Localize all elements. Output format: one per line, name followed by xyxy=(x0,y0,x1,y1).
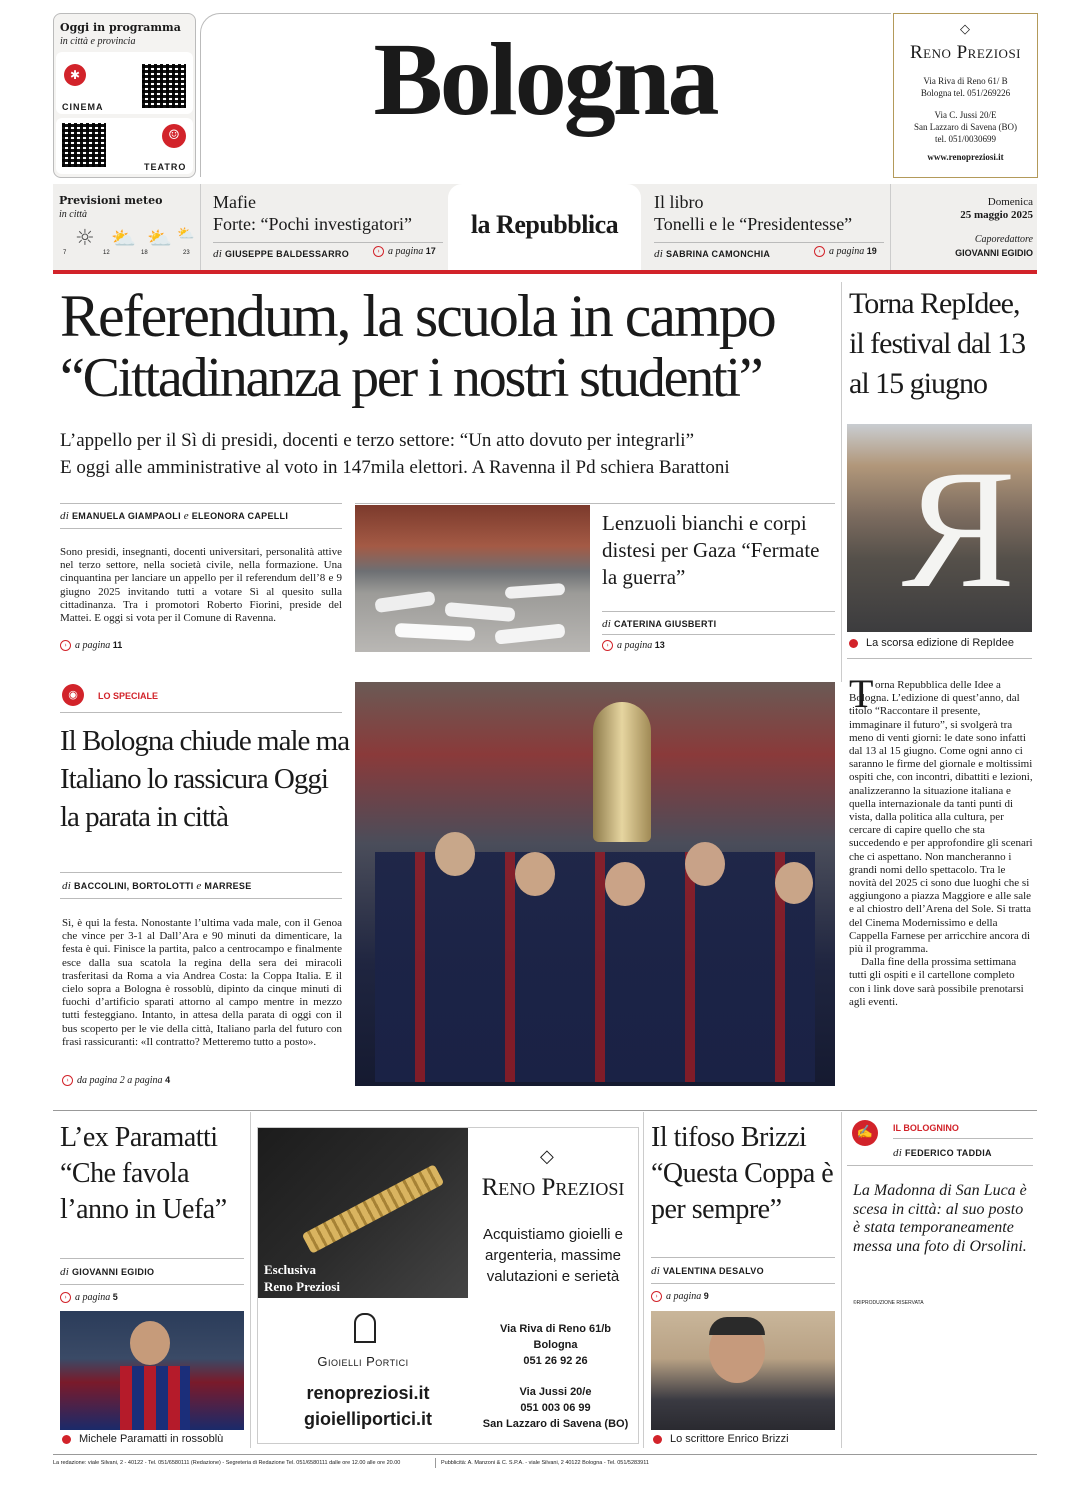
programma-title: Oggi in programma xyxy=(60,21,181,34)
bolognino-rights: ©RIPRODUZIONE RISERVATA xyxy=(853,1300,924,1306)
teatro-icon: ☺ xyxy=(162,124,186,148)
trophy xyxy=(593,702,651,842)
repidee-title[interactable]: Torna RepIdee, il festival dal 13 al 15 giugno xyxy=(849,287,1026,400)
bottom-ad[interactable] xyxy=(257,1127,639,1444)
date-role: Caporedattore xyxy=(974,234,1033,245)
meteo-hour: 18 xyxy=(141,250,148,256)
teaser-mafie-title: Forte: “Pochi investigatori” xyxy=(213,214,412,234)
paramatti-title[interactable]: L’ex Paramatti “Che favola l’anno in Uefa” xyxy=(60,1122,227,1225)
footer-redazione: La redazione: viale Silvani, 2 - 40122 - Tel. 051/6580111 (Redazione) - Segreteria di Redazione Tel. 051/6580111 dalle ore 12.00 alle ore 20.00 xyxy=(53,1460,401,1466)
programma-box xyxy=(53,13,196,178)
meteo-box xyxy=(53,184,196,270)
bottom-ad-brand: Reno Preziosi xyxy=(481,1174,625,1201)
speciale-page[interactable]: › da pagina 2 a pagina 4 xyxy=(62,1075,170,1086)
gaza-byline: di CATERINA GIUSBERTI xyxy=(602,618,717,630)
lead-sub-1: L’appello per il Sì di presidi, docenti e terzo settore: “Un atto dovuto per integrarli” xyxy=(60,430,695,451)
cloud-sun-icon: ⛅ xyxy=(177,226,195,242)
masthead-title: Bologna xyxy=(373,22,717,137)
lead-page[interactable]: › a pagina 11 xyxy=(60,640,122,651)
teatro-card[interactable] xyxy=(56,118,193,174)
top-ad-addr4: San Lazzaro di Savena (BO) xyxy=(914,122,1017,132)
teaser-libro-title: Tonelli e le “Presidentesse” xyxy=(654,214,853,234)
paramatti-byline: di GIOVANNI EGIDIO xyxy=(60,1266,155,1278)
gaza-protest-photo xyxy=(355,505,590,652)
bottom-ad-addr2-c: San Lazzaro di Savena (BO) xyxy=(482,1418,629,1430)
gaza-title[interactable]: Lenzuoli bianchi e corpi distesi per Gaza “Fermate la guerra” xyxy=(602,511,820,589)
teaser-libro-byline: di SABRINA CAMONCHIA xyxy=(654,248,771,260)
lead-headline-1[interactable]: Referendum, la scuola in campo xyxy=(60,283,775,349)
teatro-label: TEATRO xyxy=(144,162,187,172)
bottom-ad-brand-2: Gioielli Portici xyxy=(317,1354,409,1369)
date-day: Domenica xyxy=(987,196,1033,208)
bottom-ad-addr2-b: 051 003 06 99 xyxy=(520,1402,591,1414)
top-ad-addr2: Bologna tel. 051/269226 xyxy=(920,88,1011,98)
repidee-body: orna Repubblica delle Idee a Bologna. L’edizione di quest’anno, dal titolo “Raccontare il presente, immaginare il futuro”, si svolgerà tra meno di venti giorni: le date sono infatti dal 13 al 15 giugno. Come ogni anno ci saranno le firme del giornale e moltissimi ospiti che, con incontri, dibattiti e lezioni, analizzeranno la situazione italiana e quella internazionale da tanti punti di vista, dalla politica alla cultura, per cercare di capire quello che sta succedendo e per approfondire gli scenari che ci aspettano. Non mancheranno i grandi nomi dello spettacolo. Tra le novità del 2025 ci sono due luoghi che si aggiungono a piazza Maggiore e alle sale e al chiostro dell’Arena del Sole. Si tratta del Cinema Modernissimo e della Cappella Farnese per arricchire ancora di più il programma. Dalla fine della prossima settimana tutti gli ospiti e il cartellone completo con i link dove sarà possibile prenotarsi agli eventi. xyxy=(849,679,1033,1008)
top-ad-brand: Reno Preziosi xyxy=(909,42,1022,63)
bottom-ad-addr1-b: Bologna xyxy=(533,1339,578,1351)
cinema-icon: ✱ xyxy=(64,64,86,86)
meteo-hour: 7 xyxy=(63,250,67,256)
teaser-libro-kicker: Il libro xyxy=(654,192,704,212)
speciale-byline: di BACCOLINI, BORTOLOTTI e MARRESE xyxy=(62,880,252,892)
teaser-libro[interactable] xyxy=(648,184,886,270)
bologna-celebration-photo xyxy=(355,682,835,1086)
brizzi-byline: di VALENTINA DESALVO xyxy=(651,1265,764,1277)
bottom-ad-addr2-a: Via Jussi 20/e xyxy=(519,1386,592,1398)
repubblica-tab xyxy=(448,184,641,270)
ad-overlay-1: Esclusiva xyxy=(264,1262,317,1277)
meteo-hour: 12 xyxy=(103,250,110,256)
programma-subtitle: in città e provincia xyxy=(60,36,136,47)
lead-body: Sono presidi, insegnanti, docenti universitari, personalità attive nel terzo settore, nella società civile, nella formazione. Una cinquantina per lanciare un appello per il referendum dell’8 e 9 giugno 2025 invitando tutti a votare Sì al quesito sulla cittadinanza. Tra i promotori Roberto Fiorini, preside del Mattei. E oggi si vota per il Comune di Ravenna. xyxy=(60,546,342,625)
teaser-mafie-byline: di GIUSEPPE BALDESSARRO xyxy=(213,248,349,260)
paramatti-photo xyxy=(60,1311,244,1430)
teaser-mafie[interactable] xyxy=(207,184,445,270)
top-ad-reno-preziosi[interactable] xyxy=(893,13,1038,178)
teaser-libro-page[interactable]: › a pagina 19 xyxy=(814,246,877,257)
brizzi-photo xyxy=(651,1311,835,1430)
top-ad-addr1: Via Riva di Reno 61/ B xyxy=(923,76,1008,86)
bottom-ad-tagline: Acquistiamo gioielli e argenteria, massime valutazioni e serietà xyxy=(482,1226,624,1285)
date-editor: GIOVANNI EGIDIO xyxy=(955,248,1033,258)
meteo-title: Previsioni meteo xyxy=(59,194,163,207)
diamond-icon: ◇ xyxy=(960,22,970,37)
date-full: 25 maggio 2025 xyxy=(960,209,1033,221)
teaser-mafie-kicker: Mafie xyxy=(213,192,256,212)
bracelet-photo xyxy=(258,1128,468,1298)
cinema-label: CINEMA xyxy=(62,102,104,112)
bolognino-text: La Madonna di San Luca è scesa in città: al suo posto è stata temporaneamente messa una foto di Orsolini. xyxy=(853,1182,1027,1255)
speciale-camera-icon: ◉ xyxy=(62,684,84,706)
top-ad-addr5: tel. 051/0030699 xyxy=(935,134,996,144)
speciale-body: Sì, è qui la festa. Nonostante l’ultima vada male, con il Genoa che vince per 3-1 al Dall’Ara e 90 minuti da dimenticare, la festa è qui. Finisce la partita, palco a centrocampo e finalmente esce dalla sua scatola la regina della sera dei miracoli trasferitasi da Roma a via Andrea Costa: la Coppa Italia. E il cielo sopra a Bologna è rossoblù, dipinto da cinque minuti di fuochi d’artificio sparati attorno al campo mentre in mezzo tutti festeggiano. Intanto, in attesa della parata di oggi con il bus scoperto per le vie della città, Italiano parla del futuro con frasi rassicuranti: «Il contratto? Metteremo tutto a posto». xyxy=(62,917,342,1048)
gaza-page[interactable]: › a pagina 13 xyxy=(602,640,665,651)
bolognino-icon: ✍ xyxy=(852,1120,878,1146)
bolognino-byline: di FEDERICO TADDIA xyxy=(893,1147,992,1159)
bottom-ad-addr1-c: 051 26 92 26 xyxy=(523,1355,588,1367)
paramatti-page[interactable]: › a pagina 5 xyxy=(60,1292,118,1303)
repubblica-logo: la Repubblica xyxy=(470,210,619,239)
repidee-caption: La scorsa edizione di RepIdee xyxy=(849,637,1014,649)
brizzi-title[interactable]: Il tifoso Brizzi “Questa Coppa è per sempre” xyxy=(651,1122,834,1225)
paramatti-caption: Michele Paramatti in rossoblù xyxy=(62,1433,223,1445)
diamond-icon: ◇ xyxy=(540,1146,554,1167)
cinema-card[interactable] xyxy=(56,52,193,114)
footer-pubblicita: Pubblicità: A. Manzoni & C. S.P.A. - viale Silvani, 2 40122 Bologna - Tel. 051/5283911 xyxy=(441,1460,649,1466)
bottom-ad-addr1-a: Via Riva di Reno 61/b xyxy=(499,1323,612,1335)
speciale-label: LO SPECIALE xyxy=(98,691,159,701)
top-ad-url[interactable]: www.renopreziosi.it xyxy=(927,152,1004,162)
meteo-forecast xyxy=(63,224,193,258)
lead-sub-2: E oggi alle amministrative al voto in 147mila elettori. A Ravenna il Pd schiera Barattoni xyxy=(60,457,730,478)
lead-headline-2[interactable]: “Cittadinanza per i nostri studenti” xyxy=(60,347,762,409)
brizzi-page[interactable]: › a pagina 9 xyxy=(651,1291,709,1302)
lead-byline: di EMANUELA GIAMPAOLI e ELEONORA CAPELLI xyxy=(60,510,289,522)
meteo-subtitle: in città xyxy=(59,209,88,220)
top-ad-addr3: Via C. Jussi 20/E xyxy=(934,110,997,120)
portici-icon xyxy=(354,1313,376,1343)
bottom-ad-url-2[interactable]: gioielliportici.it xyxy=(303,1409,432,1429)
brizzi-caption: Lo scrittore Enrico Brizzi xyxy=(653,1433,789,1445)
speciale-headline[interactable]: Il Bologna chiude male ma Italiano lo rassicura Oggi la parata in città xyxy=(60,725,350,833)
sun-icon: ☼ xyxy=(75,226,95,251)
bottom-ad-url-1[interactable]: renopreziosi.it xyxy=(306,1383,430,1403)
bolognino-label: IL BOLOGNINO xyxy=(893,1123,959,1133)
ad-overlay-2: Reno Preziosi xyxy=(264,1279,340,1294)
cinema-qr-code[interactable] xyxy=(142,64,186,108)
teatro-qr-code[interactable] xyxy=(62,123,106,167)
cloud-sun-icon: ⛅ xyxy=(147,226,172,250)
teaser-mafie-page[interactable]: › a pagina 17 xyxy=(373,246,436,257)
repidee-photo: R xyxy=(847,424,1032,632)
date-box xyxy=(893,184,1033,270)
cloud-sun-icon: ⛅ xyxy=(111,226,136,250)
repidee-dropcap: T xyxy=(849,671,874,716)
meteo-hour: 23 xyxy=(183,250,190,256)
